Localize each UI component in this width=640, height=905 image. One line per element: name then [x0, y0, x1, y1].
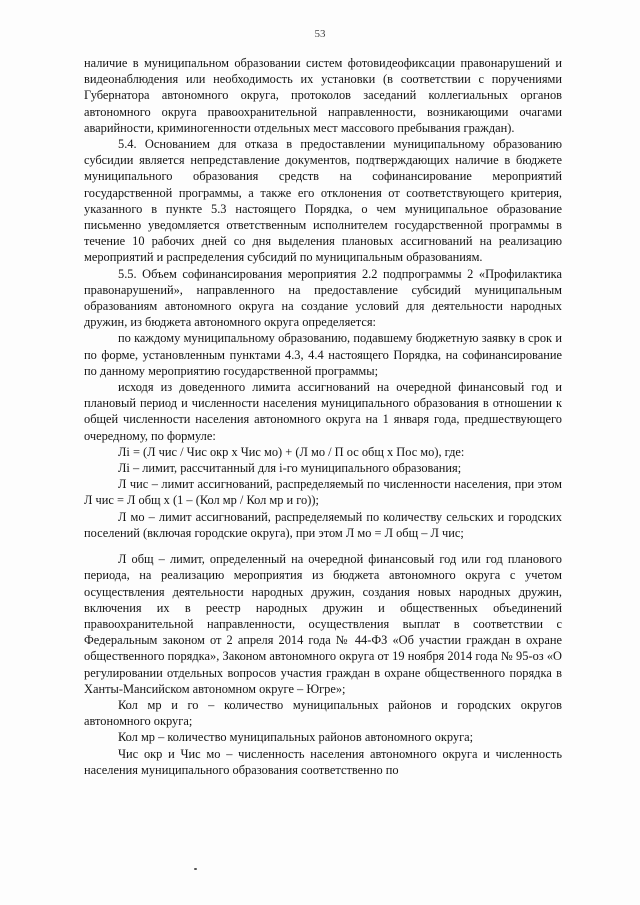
paragraph-continuation: наличие в муниципальном образовании систем фотовидеофиксации правонарушений и видеонаблюдения или необходимость их установки (в соответствии с поручениями Губернатора автономного округа, протоколов заседаний коллегиальных органов автономного округа правоохранительной направленности, возникающими очагами аварийности, криминогенности отдельных мест массового пребывания граждан). [84, 56, 562, 135]
formula-line: Лi = (Л чис / Чис окр х Чис мо) + (Л мо / П ос общ х Пос мо), где: [118, 444, 465, 459]
paragraph-5-4: 5.4. Основанием для отказа в предоставлении муниципальному образованию субсидии является непредставление документов, подтверждающих наличие в бюджете муниципального образования средств на софинансирование мероприятий государственной программы, а также его отклонения от соответствующего критерия, указанного в пункте 5.3 настоящего Порядка, о чем муниципальное образование письменно уведомляется ответственным исполнителем государственной программы в течение 10 рабочих дней со дня выделения плановых ассигнований на реализацию мероприятий и распределения субсидий по муниципальным образованиям. [84, 137, 562, 265]
scan-speck [194, 868, 197, 870]
definition-l-chis: Л чис – лимит ассигнований, распределяемый по численности населения, при этом Л чис = Л общ х (1 – (Кол мр / Кол мр и го)); [84, 477, 562, 508]
paragraph-per-municipality: по каждому муниципальному образованию, подавшему бюджетную заявку в срок и по форме, установленным пунктами 4.3, 4.4 настоящего Порядка, на софинансирование по данному мероприятию государственной программы; [84, 331, 562, 378]
paragraph-5-5: 5.5. Объем софинансирования мероприятия 2.2 подпрограммы 2 «Профилактика правонарушений», направленного на предоставление субсидий муниципальным образованиям автономного округа на создание условий для деятельности народных дружин, из бюджета автономного округа определяется: [84, 266, 562, 330]
definition-l-mo: Л мо – лимит ассигнований, распределяемый по количеству сельских и городских поселений (включая городские округа), при этом Л мо = Л общ – Л чис; [84, 509, 562, 540]
definition-li: Лi – лимит, рассчитанный для i-го муниципального образования; [118, 461, 462, 476]
page-number: 53 [314, 28, 326, 40]
paragraph-limit-basis: исходя из доведенного лимита ассигнований на очередной финансовый год и плановый период и численности населения муниципального образования в отношении к общей численности населения автономного округа на 1 января года, предшествующего очередному, по формуле: [84, 380, 562, 443]
definition-chis-okr-i-chis-mo: Чис окр и Чис мо – численность населения автономного округа и численность населения муниципального образования соответственно по [84, 746, 562, 777]
definition-kol-mr: Кол мр – количество муниципальных районов автономного округа; [118, 730, 474, 745]
definition-kol-mr-i-go: Кол мр и го – количество муниципальных районов и городских округов автономного округа; [84, 697, 562, 729]
definition-l-obsh: Л общ – лимит, определенный на очередной финансовый год или год планового периода, на реализацию мероприятия из бюджета автономного округа с учетом осуществления деятельности народных дружин, создания новых народных дружин, включения их в реестр народных дружин и общественных объединений правоохранительной направленности, осуществления выплат в соответствии с Федеральным законом от 2 апреля 2014 года № 44-ФЗ «Об участии граждан в охране общественного порядка», Законом автономного округа от 19 ноября 2014 года № 95-оз «О регулировании отдельных вопросов участия граждан в охране общественного порядка в Ханты-Мансийском автономном округе – Югре»; [84, 552, 562, 696]
document-body [84, 55, 562, 778]
